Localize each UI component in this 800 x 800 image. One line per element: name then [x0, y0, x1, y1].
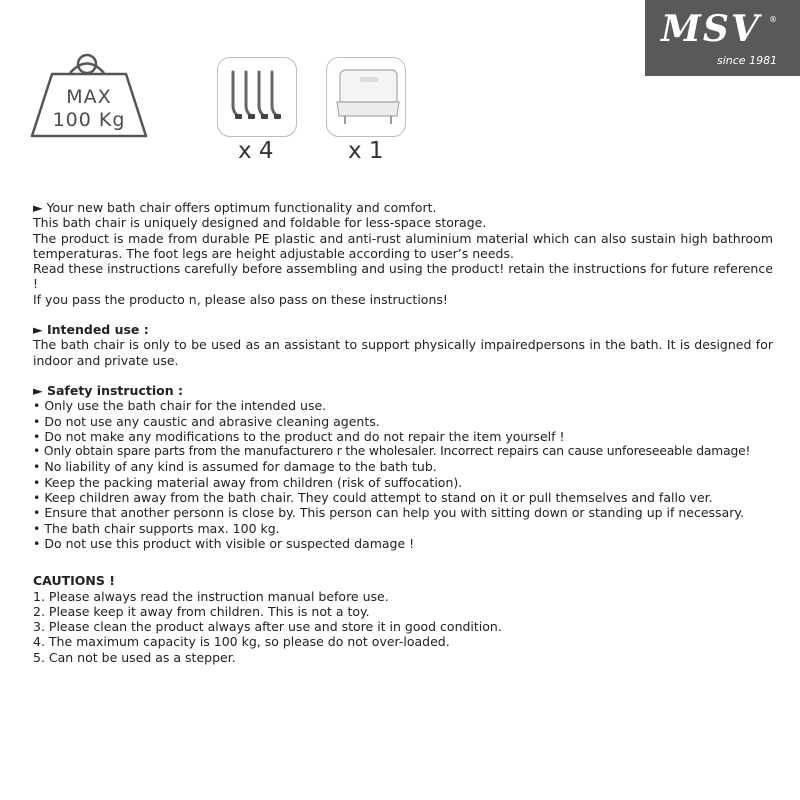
intended-use-heading: ► Intended use :	[33, 322, 149, 338]
caution-item: 2. Please keep it away from children. This is not a toy.	[33, 603, 370, 619]
seat-quantity: x 1	[348, 138, 384, 164]
intro-line: Read these instructions carefully before assembling and using the product! retain the instructions for future reference !	[33, 261, 773, 292]
intro-line: ► Your new bath chair offers optimum functionality and comfort.	[33, 200, 437, 215]
part-legs-image	[217, 57, 297, 137]
registered-mark: ®	[769, 15, 777, 24]
safety-item: • The bath chair supports max. 100 kg.	[33, 520, 280, 536]
safety-item: • No liability of any kind is assumed for damage to the bath tub.	[33, 459, 437, 475]
safety-heading: ► Safety instruction :	[33, 382, 183, 398]
brand-since: since 1981	[717, 54, 778, 67]
legs-icon	[218, 58, 296, 136]
brand-name: MSV	[661, 8, 761, 50]
safety-item: • Only obtain spare parts from the manufacturero r the wholesaler. Incorrect repairs can cause unforeseeable damage!	[33, 444, 751, 459]
caution-item: 1. Please always read the instruction manual before use.	[33, 588, 389, 604]
safety-item: • Do not use this product with visible or suspected damage !	[33, 535, 415, 551]
instructions-body	[33, 200, 773, 665]
intro-line: This bath chair is uniquely designed and foldable for less-space storage.	[33, 215, 487, 231]
safety-item: • Do not use any caustic and abrasive cleaning agents.	[33, 413, 380, 429]
intro-line: If you pass the producto n, please also pass on these instructions!	[33, 291, 448, 307]
safety-item: • Keep the packing material away from children (risk of suffocation).	[33, 474, 463, 490]
seat-icon	[327, 58, 405, 136]
safety-item: • Keep children away from the bath chair. They could attempt to stand on it or pull themselves and fallo ver.	[33, 490, 713, 506]
safety-item: • Only use the bath chair for the intended use.	[33, 398, 327, 414]
safety-item: • Ensure that another personn is close by. This person can help you with sitting down or standing up if necessary.	[33, 505, 744, 521]
brand-logo	[645, 0, 800, 76]
safety-item: • Do not make any modifications to the product and do not repair the item yourself !	[33, 428, 565, 444]
intro-line: The product is made from durable PE plastic and anti-rust aluminium material which can also sustain high bathroom temperaturas. The foot legs are height adjustable according to user’s needs.	[33, 230, 773, 261]
cautions-heading: CAUTIONS !	[33, 573, 115, 589]
part-seat-image	[326, 57, 406, 137]
max-weight-value: 100 Kg	[52, 109, 126, 131]
max-weight-icon	[30, 48, 148, 140]
intended-use-text: The bath chair is only to be used as an assistant to support physically impairedpersons in the bath. It is designed for indoor and private use.	[33, 337, 773, 368]
caution-item: 5. Can not be used as a stepper.	[33, 649, 236, 665]
caution-item: 4. The maximum capacity is 100 kg, so please do not over-loaded.	[33, 634, 450, 650]
legs-quantity: x 4	[238, 138, 274, 164]
caution-item: 3. Please clean the product always after use and store it in good condition.	[33, 619, 502, 635]
max-label: MAX	[66, 86, 112, 108]
